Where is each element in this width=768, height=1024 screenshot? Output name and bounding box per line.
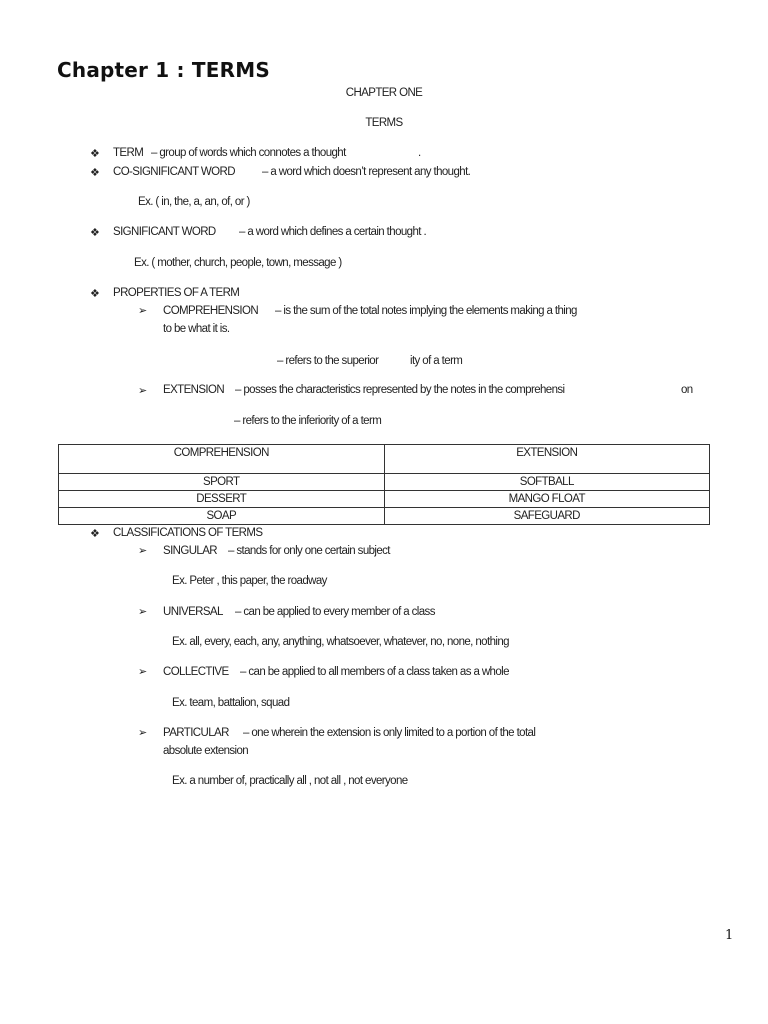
particular-definition-cont: absolute extension [163, 745, 249, 757]
chapter-one-heading: CHAPTER ONE [345, 87, 423, 99]
page-number: 1 [725, 928, 734, 943]
arrow-bullet-icon: ➢ [138, 305, 148, 317]
bullet-diamond-icon: ❖ [90, 288, 100, 300]
bullet-diamond-icon: ❖ [90, 148, 100, 160]
arrow-bullet-icon: ➢ [138, 606, 148, 618]
collective-label: COLLECTIVE [163, 666, 229, 678]
comprehension-superiority: – refers to the superior [277, 355, 379, 367]
singular-definition: – stands for only one certain subject [228, 545, 390, 557]
term-definition-period: . [418, 147, 421, 159]
extension-inferiority: – refers to the inferiority of a term [234, 415, 382, 427]
co-significant-word-definition: – a word which doesn’t represent any thought. [262, 166, 471, 178]
table-cell: SPORT [59, 474, 385, 491]
term-label: TERM [113, 147, 144, 159]
table-cell: DESSERT [59, 491, 385, 508]
arrow-bullet-icon: ➢ [138, 666, 148, 678]
properties-heading: PROPERTIES OF A TERM [113, 287, 240, 299]
universal-example: Ex. all, every, each, any, anything, whatsoever, whatever, no, none, nothing [172, 636, 509, 648]
table-row [59, 474, 710, 491]
example-text: Ex. ( in, the, a, an, of, or ) [138, 196, 250, 208]
extension-definition: – posses the characteristics represented by the notes in the comprehensi [235, 384, 565, 396]
comprehension-extension-table [58, 444, 710, 525]
universal-label: UNIVERSAL [163, 606, 223, 618]
terms-heading: TERMS [365, 117, 403, 129]
chapter-title: Chapter 1 : TERMS [57, 58, 270, 82]
table-cell: SOAP [59, 508, 385, 525]
bullet-diamond-icon: ❖ [90, 167, 100, 179]
collective-example: Ex. team, battalion, squad [172, 697, 290, 709]
bullet-diamond-icon: ❖ [90, 227, 100, 239]
table-header-cell: COMPREHENSION [59, 445, 385, 474]
bullet-diamond-icon: ❖ [90, 528, 100, 540]
extension-definition-cont: on [681, 384, 693, 396]
term-definition: – group of words which connotes a thought [151, 147, 346, 159]
table-cell: MANGO FLOAT [384, 491, 710, 508]
extension-label: EXTENSION [163, 384, 225, 396]
significant-word-label: SIGNIFICANT WORD [113, 226, 216, 238]
arrow-bullet-icon: ➢ [138, 727, 148, 739]
collective-definition: – can be applied to all members of a class taken as a whole [240, 666, 509, 678]
singular-example: Ex. Peter , this paper, the roadway [172, 575, 327, 587]
comprehension-definition: – is the sum of the total notes implying the elements making a thing [275, 305, 577, 317]
arrow-bullet-icon: ➢ [138, 545, 148, 557]
universal-definition: – can be applied to every member of a class [235, 606, 435, 618]
table-cell: SAFEGUARD [384, 508, 710, 525]
comprehension-label: COMPREHENSION [163, 305, 259, 317]
table-header-cell: EXTENSION [384, 445, 710, 474]
singular-label: SINGULAR [163, 545, 217, 557]
particular-example: Ex. a number of, practically all , not all , not everyone [172, 775, 408, 787]
classifications-heading: CLASSIFICATIONS OF TERMS [113, 527, 263, 539]
co-significant-word-label: CO-SIGNIFICANT WORD [113, 166, 235, 178]
table-header-row [59, 445, 710, 474]
table-cell: SOFTBALL [384, 474, 710, 491]
particular-label: PARTICULAR [163, 727, 229, 739]
particular-definition: – one wherein the extension is only limited to a portion of the total [243, 727, 536, 739]
table-row [59, 491, 710, 508]
significant-word-definition: – a word which defines a certain thought . [239, 226, 427, 238]
example-text: Ex. ( mother, church, people, town, message ) [134, 257, 342, 269]
comprehension-definition-cont: to be what it is. [163, 323, 230, 335]
table-row [59, 508, 710, 525]
comprehension-superiority-cont: ity of a term [410, 355, 463, 367]
arrow-bullet-icon: ➢ [138, 385, 148, 397]
